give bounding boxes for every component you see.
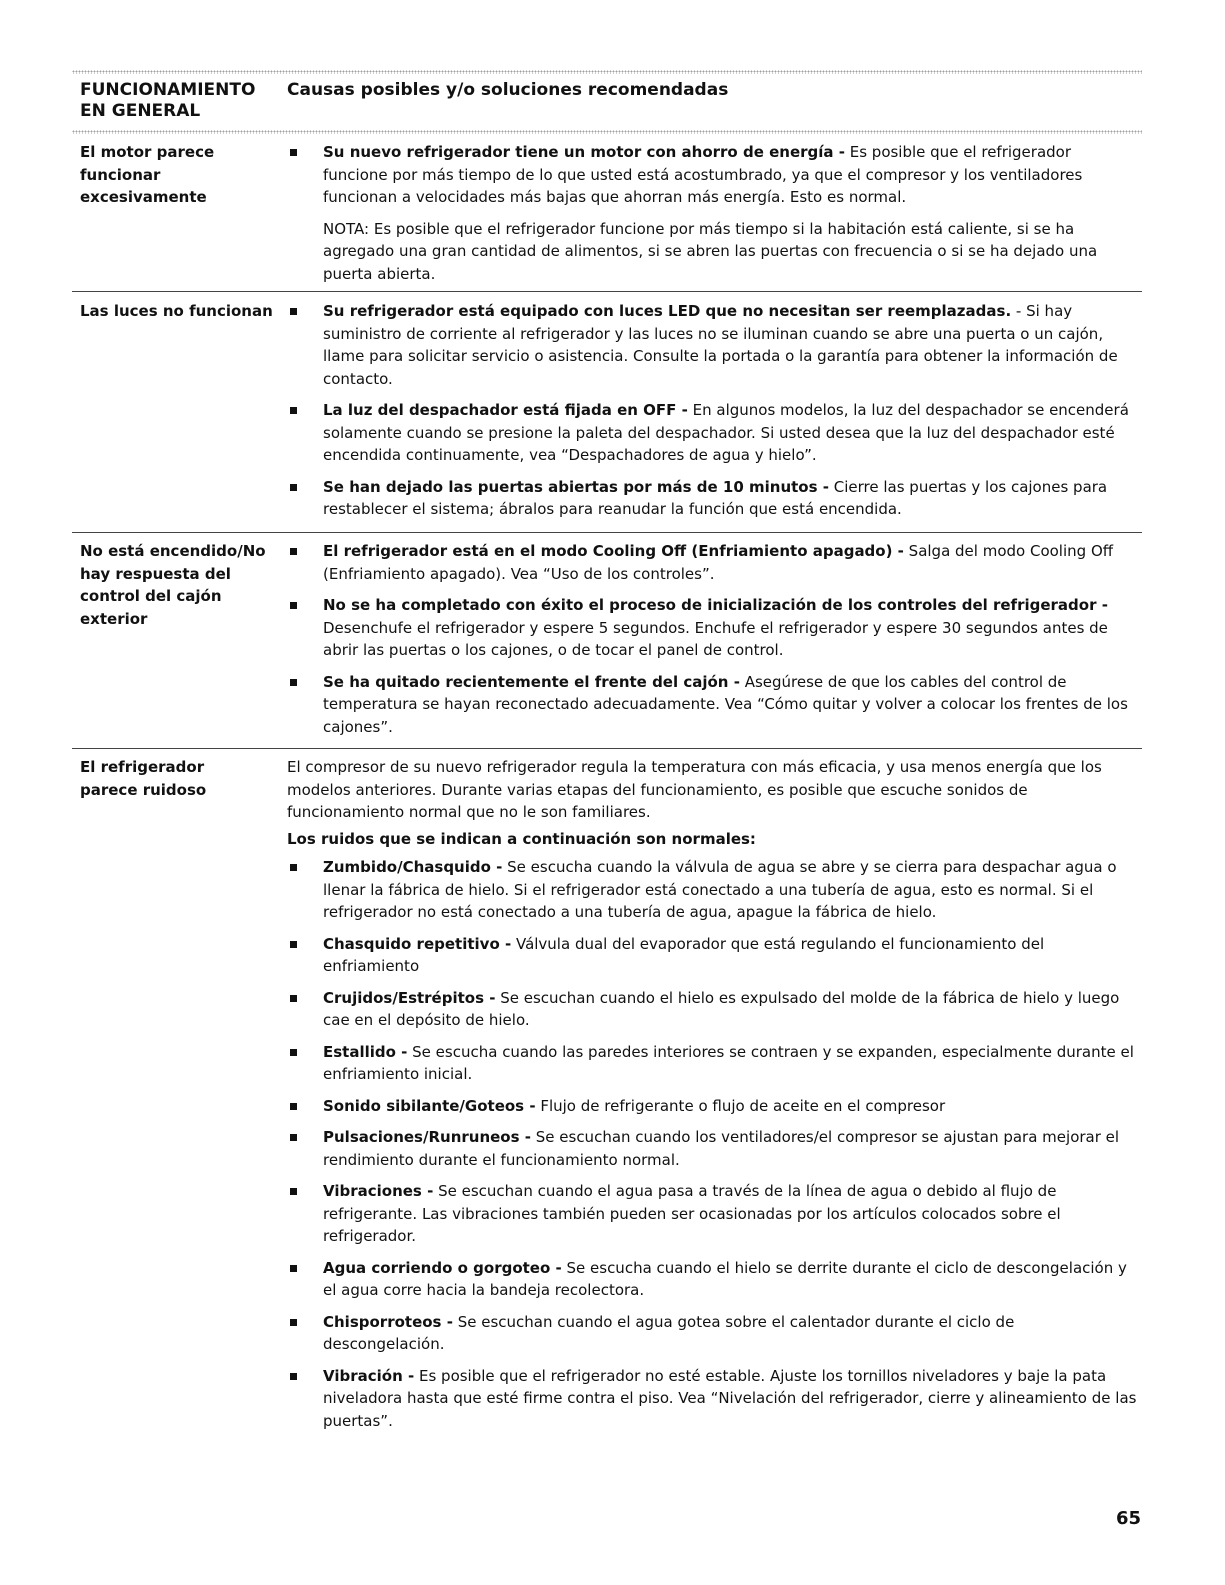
item-text: Se escuchan cuando el agua gotea sobre el calentador durante el ciclo de descongelación. [323,1312,1015,1353]
item-text: Es posible que el refrigerador funcione por más tiempo de lo que usted está acostumbrado, ya que el compresor y los ventiladores funcionan a velocidades más bajas que ahorran más energía. Esto es normal. [323,143,1083,206]
intro-paragraph: El compresor de su nuevo refrigerador regula la temperatura con más eficacia, y usa menos energía que los modelos anteriores. Durante varias etapas del funcionamiento, es posible que escuche sonidos de funcionamiento normal que no le son familiares. [287,758,1102,821]
list-item [287,1180,1137,1248]
item-title: La luz del despachador está fijada en OFF - [323,401,688,419]
item-title: Estallido - [323,1042,408,1061]
section-divider [72,532,1142,533]
bullet-icon [290,679,297,686]
section-label: No está encendido/No hay respuesta del control del cajón exterior [80,542,266,628]
item-text: En algunos modelos, la luz del despachador se encenderá solamente cuando se presione la paleta del despachador. Si usted desea que la luz del despachador esté encendida continuamente, vea “Despachadores de agua y hielo”. [323,401,1129,464]
bullet-icon [290,1103,297,1110]
bullet-icon [290,308,297,315]
section-divider [72,748,1142,749]
item-text: Es posible que el refrigerador no esté estable. Ajuste los tornillos niveladores y baje la pata niveladora hasta que esté firme contra el piso. Vea “Nivelación del refrigerador, cierre y alineamiento de las puertas”. [323,1366,1137,1430]
list-item [287,856,1137,924]
item-text: Desenchufe el refrigerador y espere 5 segundos. Enchufe el refrigerador y espere 30 segundos antes de abrir las puertas o los cajones, o de tocar el panel de control. [323,618,1108,659]
section-body [287,141,1137,294]
bullet-icon [290,941,297,948]
bullet-icon [290,995,297,1002]
item-title: Sonido sibilante/Goteos - [323,1096,536,1115]
item-text: - Si hay suministro de corriente al refrigerador y las luces no se iluminan cuando se abre una puerta o un cajón, llame para solicitar servicio o asistencia. Consulte la portada o la garantía para obtener la información de contacto. [323,302,1118,388]
list-item [287,1041,1137,1086]
header-left-title: FUNCIONAMIENTO EN GENERAL [80,80,256,121]
bullet-icon [290,864,297,871]
list-item [287,1126,1137,1171]
list-item [287,1365,1137,1433]
item-title: Chisporroteos - [323,1312,453,1331]
list-item [287,141,1137,209]
header-right-title: Causas posibles y/o soluciones recomendadas [287,80,729,100]
item-text: Se escuchan cuando los ventiladores/el compresor se ajustan para mejorar el rendimiento durante el funcionamiento normal. [323,1128,1120,1169]
item-title: Su refrigerador está equipado con luces LED que no necesitan ser reemplazadas. [323,302,1012,320]
section-body [287,540,1137,747]
bullet-icon [290,548,297,555]
list-item [287,987,1137,1032]
item-title: Se ha quitado recientemente el frente del cajón - [323,672,740,691]
bullet-icon [290,149,297,156]
section-body [287,756,1137,1441]
item-title: Vibraciones - [323,1182,434,1200]
note-paragraph: NOTA: Es posible que el refrigerador funcione por más tiempo si la habitación está caliente, si se ha agregado una gran cantidad de alimentos, si se abren las puertas con frecuencia o si se ha dejado una puerta abierta. [323,219,1098,283]
item-title: Zumbido/Chasquido - [323,858,503,876]
item-text: Válvula dual del evaporador que está regulando el funcionamiento del enfriamiento [323,934,1045,975]
item-title: El refrigerador está en el modo Cooling Off (Enfriamiento apagado) - [323,542,904,560]
section-divider [72,291,1142,292]
list-item [287,594,1137,662]
bullet-icon [290,1134,297,1141]
item-text: Asegúrese de que los cables del control de temperatura se hayan reconectado adecuadamente. Vea “Cómo quitar y volver a colocar los frentes de los cajones”. [323,672,1128,736]
bullet-icon [290,1265,297,1272]
list-item [287,300,1137,390]
list-item [287,399,1137,467]
bullet-icon [290,602,297,609]
bullet-icon [290,1319,297,1326]
item-title: Agua corriendo o gorgoteo - [323,1258,562,1277]
item-title: Crujidos/Estrépitos - [323,988,496,1007]
list-item [287,933,1137,978]
item-title: Su nuevo refrigerador tiene un motor con ahorro de energía - [323,143,845,161]
section-label: El motor parece funcionar excesivamente [80,143,215,206]
list-item [287,476,1137,521]
section-label: El refrigerador parece ruidoso [80,758,207,799]
item-text: Salga del modo Cooling Off (Enfriamiento apagado). Vea “Uso de los controles”. [323,542,1114,583]
list-item [287,1257,1137,1302]
item-text: Flujo de refrigerante o flujo de aceite en el compresor [535,1096,946,1115]
item-text: Se escucha cuando la válvula de agua se abre y se cierra para despachar agua o llenar la fábrica de hielo. Si el refrigerador está conectado a una tubería de agua, esto es normal. Si el refrigerador no está conectado a una tubería de agua, apague la fábrica de hielo. [323,858,1117,921]
bullet-icon [290,1188,297,1195]
item-text: Se escuchan cuando el hielo es expulsado del molde de la fábrica de hielo y luego cae en el depósito de hielo. [323,988,1120,1029]
item-text: Se escucha cuando las paredes interiores se contraen y se expanden, especialmente durante el enfriamiento inicial. [323,1042,1134,1083]
subheading: Los ruidos que se indican a continuación son normales: [287,829,756,848]
bullet-icon [290,407,297,414]
item-title: Se han dejado las puertas abiertas por más de 10 minutos - [323,477,829,496]
header-top-rule [72,70,1142,74]
item-title: Pulsaciones/Runruneos - [323,1128,531,1146]
section-body [287,300,1137,530]
item-title: Vibración - [323,1366,415,1385]
item-text: Cierre las puertas y los cajones para restablecer el sistema; ábralos para reanudar la función que está encendida. [323,477,1108,518]
list-item [287,1095,1137,1118]
item-text: Se escucha cuando el hielo se derrite durante el ciclo de descongelación y el agua corre hacia la bandeja recolectora. [323,1258,1127,1299]
item-title: Chasquido repetitivo - [323,934,512,953]
list-item [287,540,1137,585]
item-text: Se escuchan cuando el agua pasa a través de la línea de agua o debido al flujo de refrigerante. Las vibraciones también pueden ser ocasionadas por los artículos colocados sobre el refrigerador. [323,1182,1061,1245]
bullet-icon [290,1373,297,1380]
list-item [287,1311,1137,1356]
item-title: No se ha completado con éxito el proceso de inicialización de los controles del refrigerador - [323,596,1108,614]
list-item [287,671,1137,739]
section-label: Las luces no funcionan [80,302,273,320]
bullet-icon [290,484,297,491]
page-number: 65 [1115,1508,1141,1529]
header-bottom-rule [72,130,1142,134]
bullet-icon [290,1049,297,1056]
